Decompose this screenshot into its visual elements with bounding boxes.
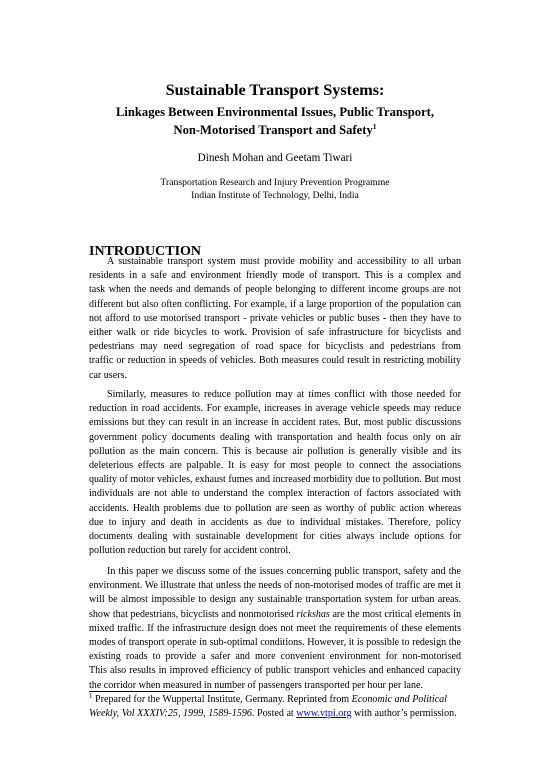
paragraph-text: are the most critical elements in xyxy=(329,608,461,620)
rickshas-term: rickshas xyxy=(296,608,330,620)
paragraph-line: modes of transport operate in sub-optimal conditions. However, it is possible to redesign the xyxy=(89,636,461,648)
paragraph-line: not afford to use motorised transport - private vehicles or public buses - then they have to xyxy=(89,312,461,324)
paragraph-line: A sustainable transport system must provide mobility and accessibility to all urban xyxy=(107,256,461,267)
paragraph-line: deleterious effects are palpable. It is easy for most people to connect the associations xyxy=(89,459,461,471)
subtitle-line-1: Linkages Between Environmental Issues, Public Transport, xyxy=(115,105,435,119)
footnote xyxy=(89,693,469,721)
paragraph-line xyxy=(89,608,461,622)
paragraph-line: pollution as the main concern. This is because air pollution is generally visible and its xyxy=(89,445,461,457)
footnote-line-2 xyxy=(89,707,469,721)
subtitle-line-2-text: Non-Motorised Transport and Safety xyxy=(173,123,373,137)
paragraph-line: government policy documents dealing with transportation and health focus only on air xyxy=(89,431,461,443)
subtitle-line-2 xyxy=(0,121,550,139)
paragraph-line: car users. xyxy=(89,369,127,381)
journal-citation: Weekly, Vol XXXIV:25, 1999, 1589-1596. xyxy=(89,708,255,719)
paragraph-line: individuals are not able to understand the complex interaction of factors associated with xyxy=(89,488,461,500)
journal-name: Economic and Political xyxy=(351,694,447,705)
paragraph-line: task when the needs and demands of people belonging to different income groups are not xyxy=(89,284,461,296)
paragraph-line: either walk or ride bicycles to work. Provision of safe infrastructure for bicyclists and xyxy=(89,326,461,338)
paragraph-1 xyxy=(89,255,461,383)
paragraph-line: In this paper we discuss some of the issues concerning public transport, safety and the xyxy=(107,566,461,577)
paragraph-3 xyxy=(89,565,461,693)
paper-title: Sustainable Transport Systems: xyxy=(165,81,385,99)
paragraph-line: the corridor when measured in number of passengers transported per hour per lane. xyxy=(89,679,423,691)
footnote-text: Posted at xyxy=(254,708,297,719)
paragraph-text: show that pedestrians, bicyclists and nonmotorised xyxy=(89,608,297,620)
affiliation-line-2: Indian Institute of Technology, Delhi, India xyxy=(191,189,359,201)
vtpi-link[interactable]: www.vtpi.org xyxy=(296,708,352,719)
footnote-reference[interactable]: 1 xyxy=(372,122,377,131)
footnote-text: Prepared for the Wuppertal Institute, Germany. Reprinted from xyxy=(92,694,352,705)
paragraph-line: documents dealing with sustainable development for cities always include options for xyxy=(89,530,461,542)
footnote-divider xyxy=(89,691,234,692)
paragraph-line: existing roads to provide a safer and more convenient environment for non-motorised xyxy=(89,651,461,663)
paragraph-line: pedestrians may need segregation of road space for bicyclists and pedestrians from xyxy=(89,341,461,353)
paragraph-line: Similarly, measures to reduce pollution may at times conflict with those needed for xyxy=(107,389,461,400)
footnote-line-1 xyxy=(89,693,469,707)
authors: Dinesh Mohan and Geetam Tiwari xyxy=(197,152,353,164)
footnote-mark: 1 xyxy=(89,692,93,700)
paragraph-line: will be almost impossible to design any sustainable transportation system for urban areas. xyxy=(89,594,461,606)
paragraph-line: different but also often conflicting. For example, if a large proportion of the population can xyxy=(89,298,461,310)
paragraph-2 xyxy=(89,388,461,558)
footnote-text: with author’s permission. xyxy=(351,708,457,719)
paragraph-line: environment. We illustrate that unless the needs of non-motorised modes of traffic are met it xyxy=(89,580,461,592)
affiliation-line-1: Transportation Research and Injury Prevention Programme xyxy=(160,177,390,188)
paragraph-line: traffic or reduction in speeds of vehicles. Both measures could result in restricting mobility xyxy=(89,355,461,367)
paragraph-line: emissions but they can result in an increase in accident rates. But, most public discussions xyxy=(89,417,461,429)
section-heading: INTRODUCTION xyxy=(89,244,202,259)
paragraph-line: reduction in road accidents. For example, increases in average vehicle speeds may reduce xyxy=(89,403,461,415)
paragraph-line: This also results in improved efficiency of public transport vehicles and enhanced capacity xyxy=(89,665,461,677)
paragraph-line: due to injury and death in accidents as due to individual mistakes. Therefore, policy xyxy=(89,516,461,528)
paragraph-line: mixed traffic. If the infrastructure design does not meet the requirements of these elements xyxy=(89,622,461,634)
paragraph-line: pollution reduction but rarely for accident control. xyxy=(89,545,291,557)
affiliation xyxy=(0,177,550,202)
paper-subtitle xyxy=(0,103,550,139)
paragraph-line: quality of motor vehicles, exhaust fumes and increased morbidity due to pollution. But most xyxy=(89,474,461,486)
paragraph-line: accidents. Health problems due to pollution are seen as worthy of public action whereas xyxy=(89,502,461,514)
paragraph-line: residents in a safe and environment friendly mode of transport. This is a complex and xyxy=(89,270,461,282)
